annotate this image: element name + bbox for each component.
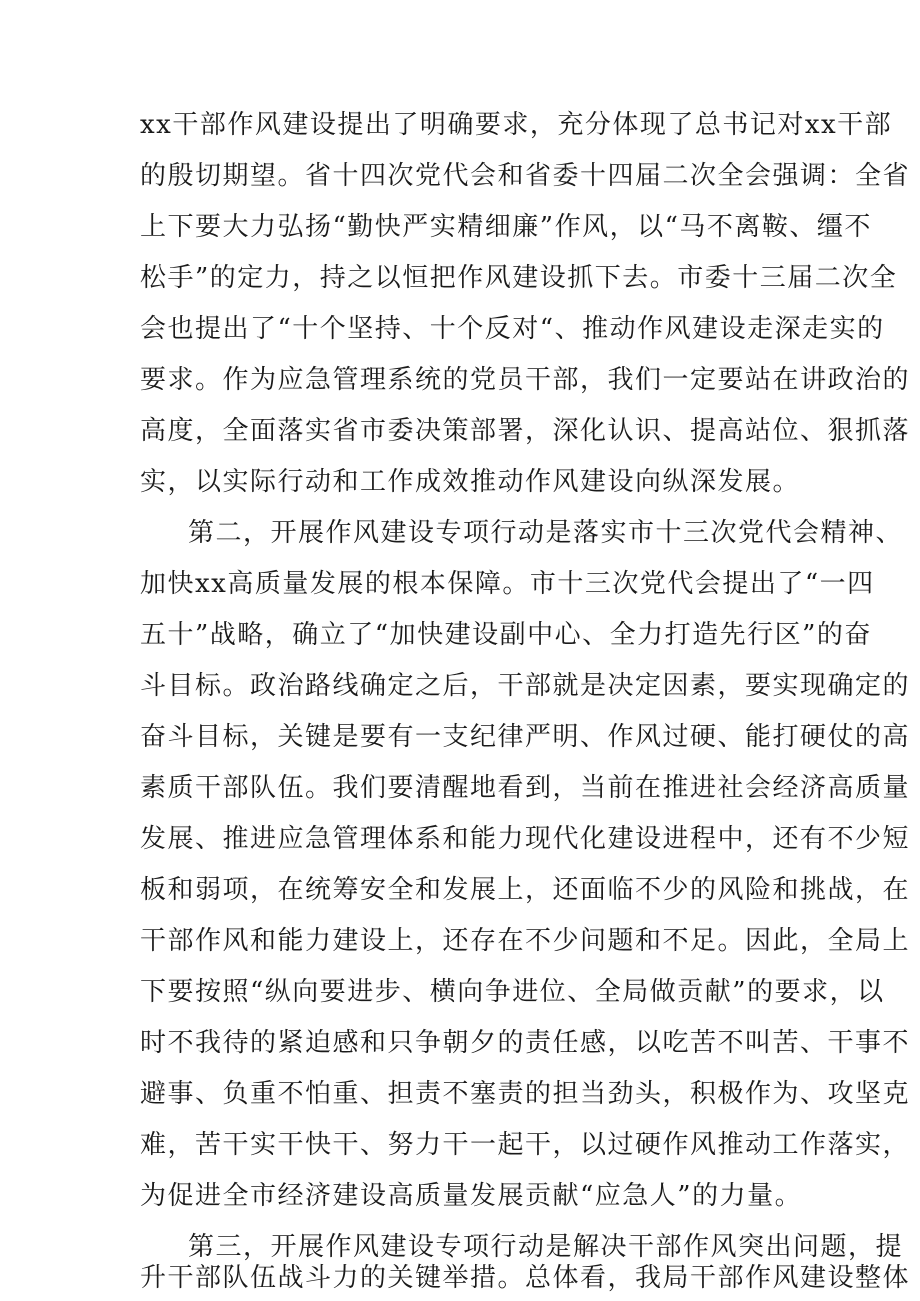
paragraph-start: 第二，开展作风建设专项行动是落实市十三次党代会精神、 <box>188 518 904 548</box>
text-line: 板和弱项，在统筹安全和发展上，还面临不少的风险和挑战，在 <box>140 875 911 905</box>
text-line: 为促进全市经济建设高质量发展贡献“应急人”的力量。 <box>140 1181 803 1211</box>
text-line: 下要按照“纵向要进步、横向争进位、全局做贡献”的要求，以 <box>140 977 885 1007</box>
text-line: 高度，全面落实省市委决策部署，深化认识、提高站位、狠抓落 <box>140 416 911 446</box>
text-line: xx干部作风建设提出了明确要求，充分体现了总书记对xx干部 <box>140 110 893 140</box>
text-line: 会也提出了“十个坚持、十个反对“、推动作风建设走深走实的 <box>140 314 885 344</box>
text-line: 升干部队伍战斗力的关键举措。总体看，我局干部作风建设整体 <box>140 1263 911 1293</box>
text-line: 发展、推进应急管理体系和能力现代化建设进程中，还有不少短 <box>140 824 911 854</box>
text-line: 斗目标。政治路线确定之后，干部就是决定因素，要实现确定的 <box>140 671 911 701</box>
text-line: 干部作风和能力建设上，还存在不少问题和不足。因此，全局上 <box>140 926 911 956</box>
text-line: 避事、负重不怕重、担责不塞责的担当劲头，积极作为、攻坚克 <box>140 1079 911 1109</box>
text-line: 松手”的定力，持之以恒把作风建设抓下去。市委十三届二次全 <box>140 263 898 293</box>
text-line: 加快xx高质量发展的根本保障。市十三次党代会提出了“一四 <box>140 569 875 599</box>
text-line: 素质干部队伍。我们要清醒地看到，当前在推进社会经济高质量 <box>140 773 911 803</box>
text-line: 上下要大力弘扬“勤快严实精细廉”作风，以“马不离鞍、缰不 <box>140 212 872 242</box>
text-line: 奋斗目标，关键是要有一支纪律严明、作风过硬、能打硬仗的高 <box>140 722 911 752</box>
paragraph-start: 第三，开展作风建设专项行动是解决干部作风突出问题，提 <box>188 1232 904 1262</box>
text-line: 难，苦干实干快干、努力干一起干，以过硬作风推动工作落实， <box>140 1130 911 1160</box>
text-line: 实，以实际行动和工作成效推动作风建设向纵深发展。 <box>140 467 801 497</box>
text-line: 五十”战略，确立了“加快建设副中心、全力打造先行区”的奋 <box>140 620 872 650</box>
text-line: 的殷切期望。省十四次党代会和省委十四届二次全会强调：全省 <box>140 161 911 191</box>
text-line: 时不我待的紧迫感和只争朝夕的责任感，以吃苦不叫苦、干事不 <box>140 1028 911 1058</box>
text-line: 要求。作为应急管理系统的党员干部，我们一定要站在讲政治的 <box>140 365 911 395</box>
